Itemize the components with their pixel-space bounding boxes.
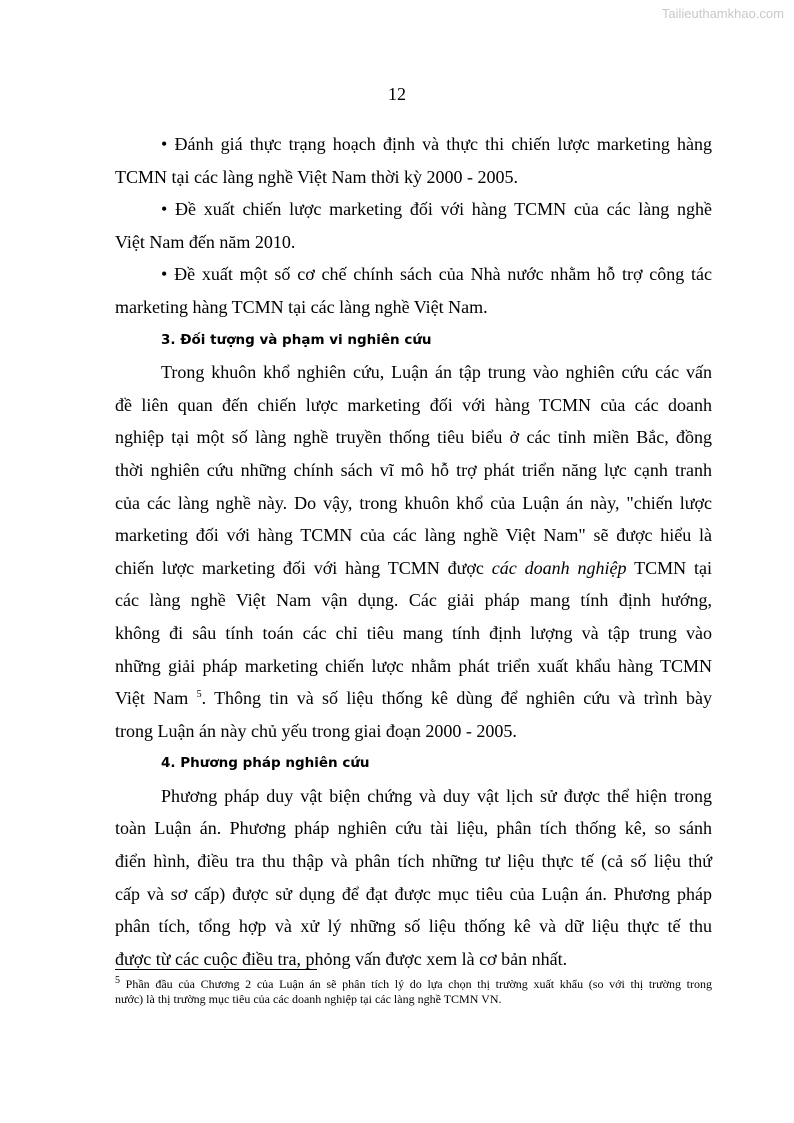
page-body (115, 128, 712, 975)
bullet-line: marketing hàng TCMN tại các làng nghề Việt Nam. (115, 296, 488, 317)
footnote-reference[interactable]: 5 (196, 689, 202, 701)
section-heading: 3. Đối tượng và phạm vi nghiên cứu (161, 331, 432, 348)
text-line: những giải pháp marketing chiến lược nhằm phát triển xuất khẩu hàng TCMN (115, 655, 712, 676)
footnote (115, 977, 712, 1007)
footnote-divider (115, 969, 317, 970)
text-line: nghiệp tại một số làng nghề truyền thống tiêu biểu ở các tỉnh miền Bắc, đồng (115, 427, 712, 448)
text: TCMN tại (634, 557, 712, 578)
bullet-item (115, 128, 712, 193)
text-line: marketing đối với hàng TCMN của các làng nghề Việt Nam" sẽ được hiểu là (115, 525, 712, 546)
text-line (115, 552, 712, 585)
text-line: Phương pháp duy vật biện chứng và duy vật lịch sử được thể hiện trong (161, 785, 712, 806)
text-line: trong Luận án này chủ yếu trong giai đoạn 2000 - 2005. (115, 720, 517, 741)
bullet-line: TCMN tại các làng nghề Việt Nam thời kỳ 2000 - 2005. (115, 166, 519, 187)
bullet-line: • Đánh giá thực trạng hoạch định và thực thi chiến lược marketing hàng (161, 134, 712, 154)
text-line: thời nghiên cứu những chính sách vĩ mô hỗ trợ phát triển năng lực cạnh tranh (115, 459, 712, 480)
text-line: không đi sâu tính toán các chỉ tiêu mang tính định lượng và tập trung vào (115, 622, 712, 643)
footnote-line: nước) là thị trường mục tiêu của các doanh nghiệp tại các làng nghề TCMN VN. (115, 992, 502, 1006)
footnote-line (115, 977, 712, 992)
footnote-number: 5 (115, 975, 120, 986)
text-line: điển hình, điều tra thu thập và phân tích những tư liệu thực tế (cả số liệu thứ (115, 851, 712, 872)
italic-text: các doanh nghiệp (491, 557, 627, 578)
text-line: phân tích, tổng hợp và xử lý những số liệu thống kê và dữ liệu thực tế thu (115, 916, 712, 937)
paragraph (115, 780, 712, 976)
bullet-item (115, 193, 712, 258)
paragraph (115, 356, 712, 747)
page-number: 12 (388, 84, 406, 104)
bullet-line: • Đề xuất một số cơ chế chính sách của Nhà nước nhằm hỗ trợ công tác (161, 264, 712, 285)
text-line: các làng nghề Việt Nam vận dụng. Các giải pháp mang tính định hướng, (115, 590, 712, 611)
bullet-line: Việt Nam đến năm 2010. (115, 231, 296, 252)
text-line (115, 682, 712, 715)
text-line: toàn Luận án. Phương pháp nghiên cứu tài liệu, phân tích thống kê, so sánh (115, 818, 712, 839)
text-line: cấp và sơ cấp) được sử dụng để đạt được mục tiêu của Luận án. Phương pháp (115, 883, 712, 904)
watermark: Tailieuthamkhao.com (661, 6, 784, 21)
text: . Thông tin và số liệu thống kê dùng để nghiên cứu và trình bày (201, 688, 712, 709)
bullet-item (115, 258, 712, 323)
text: Phần đầu của Chương 2 của Luận án sẽ phân tích lý do lựa chọn thị trường xuất khẩu (so với thị trường trong (120, 977, 712, 991)
text: chiến lược marketing đối với hàng TCMN được (115, 557, 484, 578)
text-line: Trong khuôn khổ nghiên cứu, Luận án tập trung vào nghiên cứu các vấn (161, 362, 712, 383)
text-line: của các làng nghề này. Do vậy, trong khuôn khổ của Luận án này, "chiến lược (115, 492, 712, 513)
text-line: đề liên quan đến chiến lược marketing đối với hàng TCMN của các doanh (115, 394, 712, 415)
text-line: được từ các cuộc điều tra, phỏng vấn được xem là cơ bản nhất. (115, 948, 568, 969)
section-heading: 4. Phương pháp nghiên cứu (161, 755, 370, 772)
bullet-line: • Đề xuất chiến lược marketing đối với hàng TCMN của các làng nghề (161, 199, 712, 220)
text: Việt Nam (115, 688, 189, 709)
